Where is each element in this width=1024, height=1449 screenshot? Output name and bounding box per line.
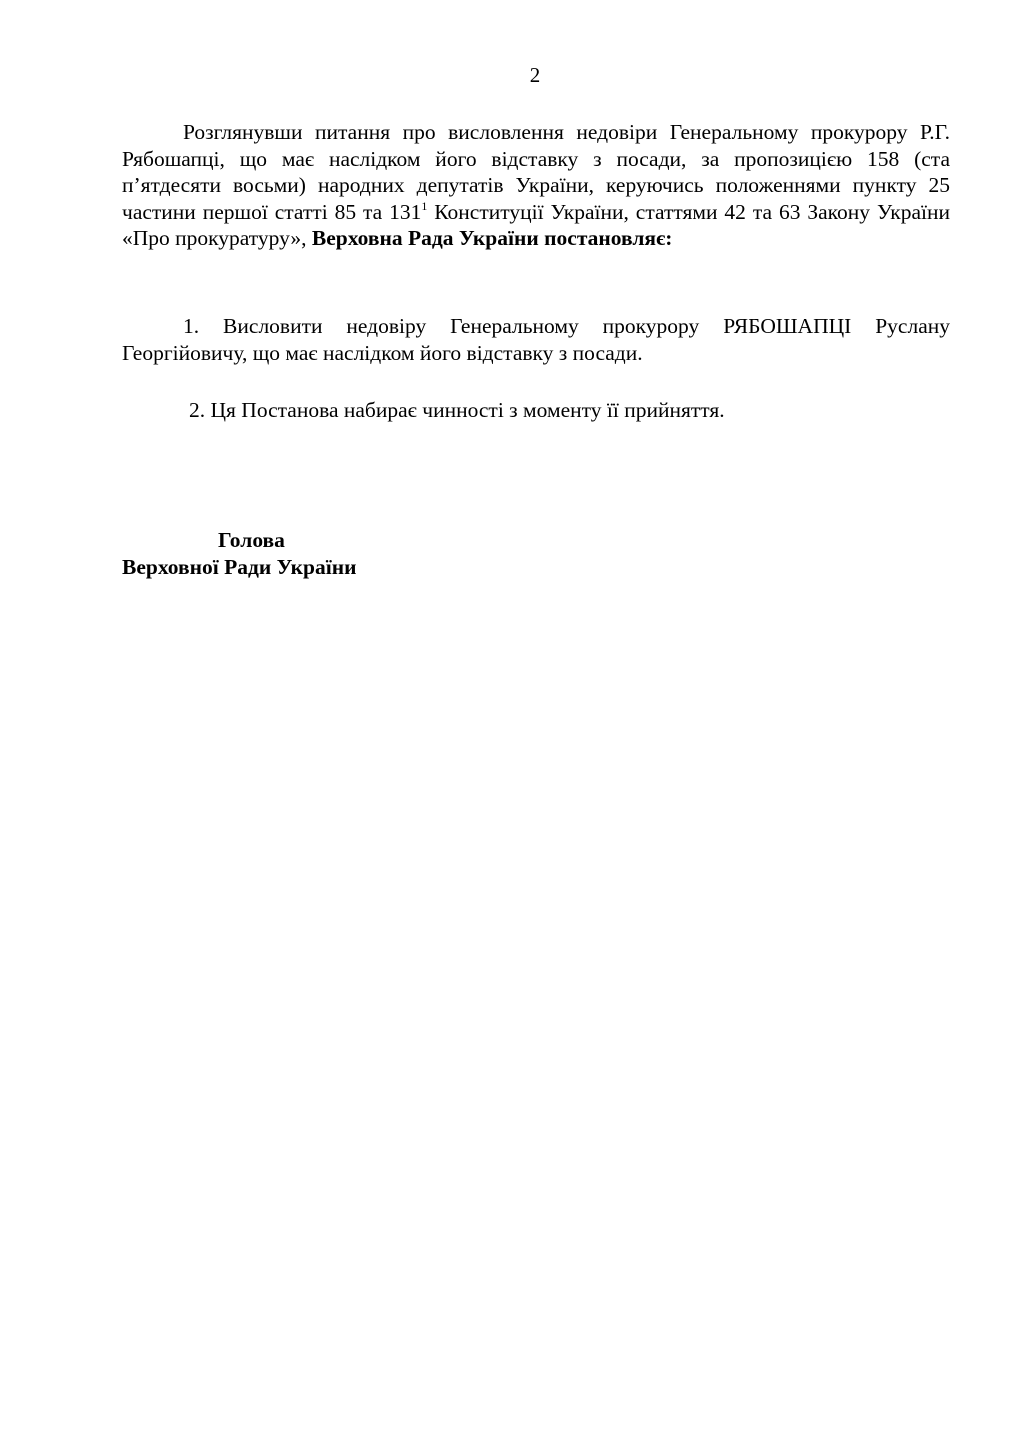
resolution-item-1: 1. Висловити недовіру Генеральному прокурору РЯБОШАПЦІ Руслану Георгійовичу, що має наслідком його відставку з посади.: [122, 314, 950, 365]
article-superscript: 1: [421, 198, 428, 213]
preamble-text-continued: Конституції України, статтями 42 та 63 Закону України «Про прокуратуру»,: [122, 199, 950, 250]
signature-title: Голова: [218, 528, 285, 552]
page-number: 2: [529, 63, 541, 87]
decree-statement: Верховна Рада України постановляє:: [311, 226, 673, 250]
preamble-text: Розглянувши питання про висловлення недовіри Генеральному прокурору Р.Г. Рябошапці, що має наслідком його відставку з посади, за пропозицією 158 (ста п’ятдесяти восьми) народних депутатів України, керуючись положеннями пункту 25 частини першої статті 85 та 131: [122, 120, 950, 224]
signature-organization: Верховної Ради України: [122, 555, 357, 579]
signature-block: [122, 527, 356, 581]
resolution-item-2: 2. Ця Постанова набирає чинності з моменту її прийняття.: [189, 398, 725, 422]
preamble-paragraph: [122, 119, 950, 252]
